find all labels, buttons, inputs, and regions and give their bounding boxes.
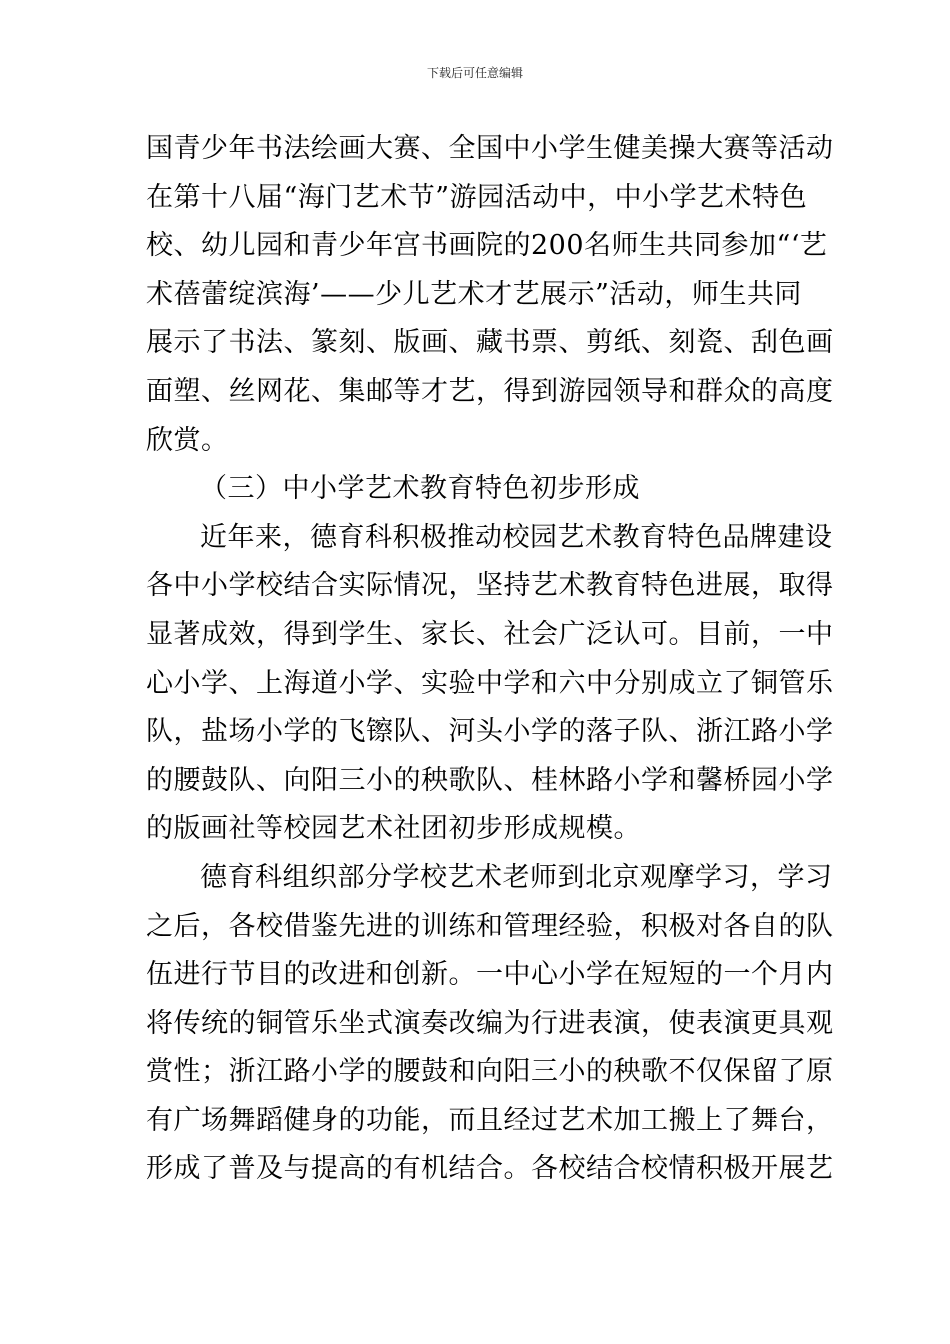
text-line: 队，盐场小学的飞镲队、河头小学的落子队、浙江路小学 <box>146 716 834 748</box>
text-line: 校、幼儿园和青少年宫书画院的200名师生共同参加“‘艺 <box>146 230 828 262</box>
text-line: 之后，各校借鉴先进的训练和管理经验，积极对各自的队 <box>146 910 834 942</box>
page-header: 下载后可任意编辑 <box>426 66 523 80</box>
text-line: 在第十八届“海门艺术节”游园活动中，中小学艺术特色 <box>146 181 808 213</box>
text-line: 有广场舞蹈健身的功能，而且经过艺术加工搬上了舞台， <box>146 1104 834 1136</box>
text-line: 的腰鼓队、向阳三小的秧歌队、桂林路小学和馨桥园小学 <box>146 764 834 796</box>
text-line: 将传统的铜管乐坐式演奏改编为行进表演，使表演更具观 <box>146 1007 834 1039</box>
text-line: 赏性；浙江路小学的腰鼓和向阳三小的秧歌不仅保留了原 <box>146 1056 834 1088</box>
text-line: 伍进行节目的改进和创新。一中心小学在短短的一个月内 <box>146 959 834 991</box>
text-line: 面塑、丝网花、集邮等才艺，得到游园领导和群众的高度 <box>146 375 834 407</box>
section-heading: （三）中小学艺术教育特色初步形成 <box>200 473 640 505</box>
text-line: 显著成效，得到学生、家长、社会广泛认可。目前，一中 <box>146 618 834 650</box>
text-line: 各中小学校结合实际情况，坚持艺术教育特色进展，取得 <box>146 570 834 602</box>
text-line: 国青少年书法绘画大赛、全国中小学生健美操大赛等活动 <box>146 133 834 164</box>
paragraph-first-line: 近年来，德育科积极推动校园艺术教育特色品牌建设 <box>200 521 833 553</box>
text-line: 术蓓蕾绽滨海’——少儿艺术才艺展示”活动，师生共同 <box>146 278 802 310</box>
text-line: 的版画社等校园艺术社团初步形成规模。 <box>146 813 641 845</box>
text-line: 形成了普及与提高的有机结合。各校结合校情积极开展艺 <box>146 1153 834 1185</box>
document-body <box>146 125 834 1194</box>
text-line: 欣赏。 <box>146 424 229 456</box>
text-line: 展示了书法、篆刻、版画、藏书票、剪纸、刻瓷、刮色画 <box>146 327 834 359</box>
paragraph-first-line: 德育科组织部分学校艺术老师到北京观摩学习，学习 <box>200 861 833 893</box>
text-line: 心小学、上海道小学、实验中学和六中分别成立了铜管乐 <box>146 667 834 699</box>
